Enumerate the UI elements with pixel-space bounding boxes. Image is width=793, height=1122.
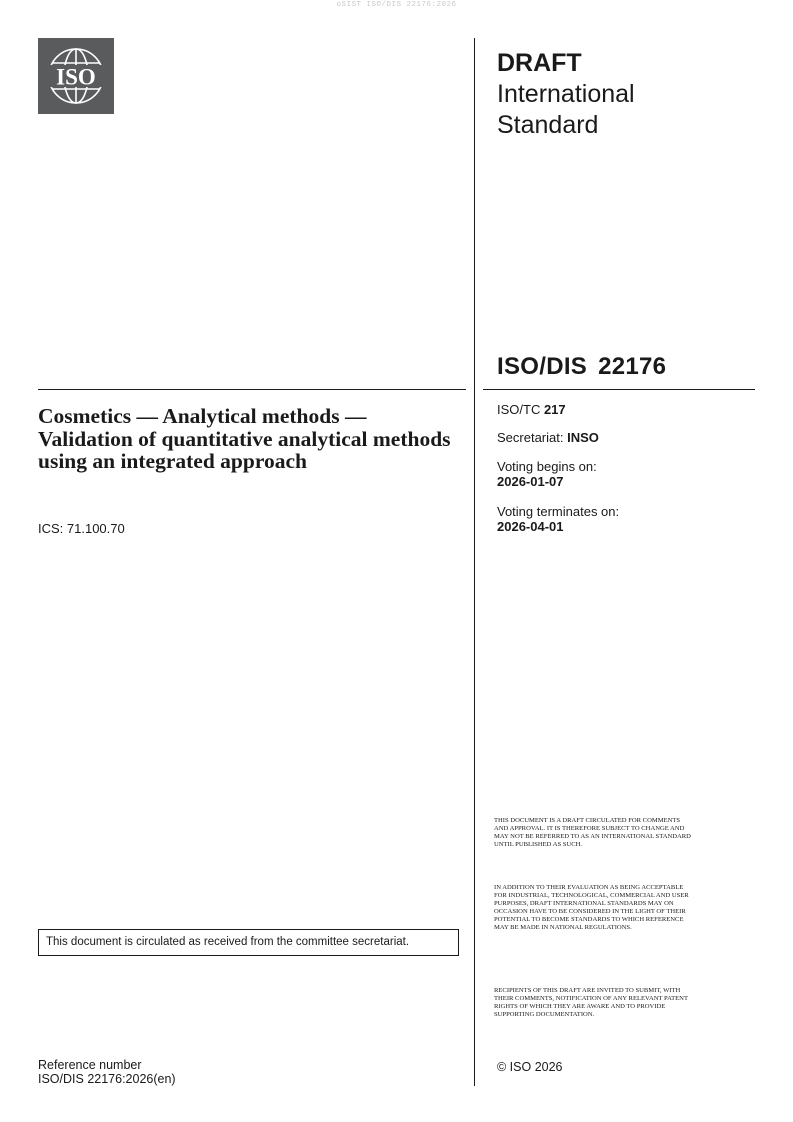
draft-heading bbox=[497, 48, 757, 141]
column-divider bbox=[474, 38, 475, 1086]
reference-value: ISO/DIS 22176:2026(en) bbox=[38, 1072, 176, 1086]
title-rule-left bbox=[38, 389, 466, 390]
document-number: ISO/DIS 22176 bbox=[497, 353, 667, 380]
voting-begins bbox=[497, 459, 747, 489]
copyright: © ISO 2026 bbox=[497, 1060, 563, 1074]
draft-notice-1: THIS DOCUMENT IS A DRAFT CIRCULATED FOR COMMENTS AND APPROVAL. IT IS THEREFORE SUBJECT TO CHANGE AND MAY NOT BE REFERRED TO AS AN INTERNATIONAL STANDARD UNTIL PUBLISHED AS SUCH. bbox=[494, 817, 691, 849]
voting-terminates-date: 2026-04-01 bbox=[497, 519, 564, 534]
watermark: oSIST ISO/DIS 22176:2026 bbox=[336, 1, 457, 9]
secretariat-label: Secretariat: bbox=[497, 430, 568, 445]
document-title: Cosmetics — Analytical methods — Validation of quantitative analytical methods using an integrated approach bbox=[38, 404, 451, 473]
technical-committee bbox=[497, 402, 747, 417]
secretariat-value: INSO bbox=[567, 430, 599, 445]
secretariat bbox=[497, 430, 747, 445]
international-label: International bbox=[497, 80, 635, 108]
standard-label: Standard bbox=[497, 111, 599, 139]
ics-code: ICS: 71.100.70 bbox=[38, 521, 125, 536]
iso-logo-text: ISO bbox=[56, 64, 96, 90]
draft-notice-3: RECIPIENTS OF THIS DRAFT ARE INVITED TO SUBMIT, WITH THEIR COMMENTS, NOTIFICATION OF ANY RELEVANT PATENT RIGHTS OF WHICH THEY ARE AWARE AND TO PROVIDE SUPPORTING DOCUMENTATION. bbox=[494, 987, 688, 1019]
title-rule-right bbox=[483, 389, 755, 390]
voting-terminates-label: Voting terminates on: bbox=[497, 504, 620, 519]
voting-begins-date: 2026-01-07 bbox=[497, 474, 564, 489]
iso-logo bbox=[38, 38, 114, 114]
voting-begins-label: Voting begins on: bbox=[497, 459, 597, 474]
tc-label: ISO/TC bbox=[497, 402, 544, 417]
reference-number bbox=[38, 1058, 176, 1086]
draft-label: DRAFT bbox=[497, 49, 582, 77]
tc-value: 217 bbox=[543, 402, 566, 417]
reference-label: Reference number bbox=[38, 1058, 142, 1072]
iso-globe-icon bbox=[38, 38, 114, 114]
draft-notice-2: IN ADDITION TO THEIR EVALUATION AS BEING ACCEPTABLE FOR INDUSTRIAL, TECHNOLOGICAL, COMMERCIAL AND USER PURPOSES, DRAFT INTERNATIONAL STANDARDS MAY ON OCCASION HAVE TO BE CONSIDERED IN THE LIGHT OF THEIR POTENTIAL TO BECOME STANDARDS TO WHICH REFERENCE MAY BE MADE IN NATIONAL REGULATIONS. bbox=[494, 884, 689, 932]
circulation-note: This document is circulated as received from the committee secretariat. bbox=[38, 929, 459, 956]
voting-terminates bbox=[497, 504, 747, 534]
